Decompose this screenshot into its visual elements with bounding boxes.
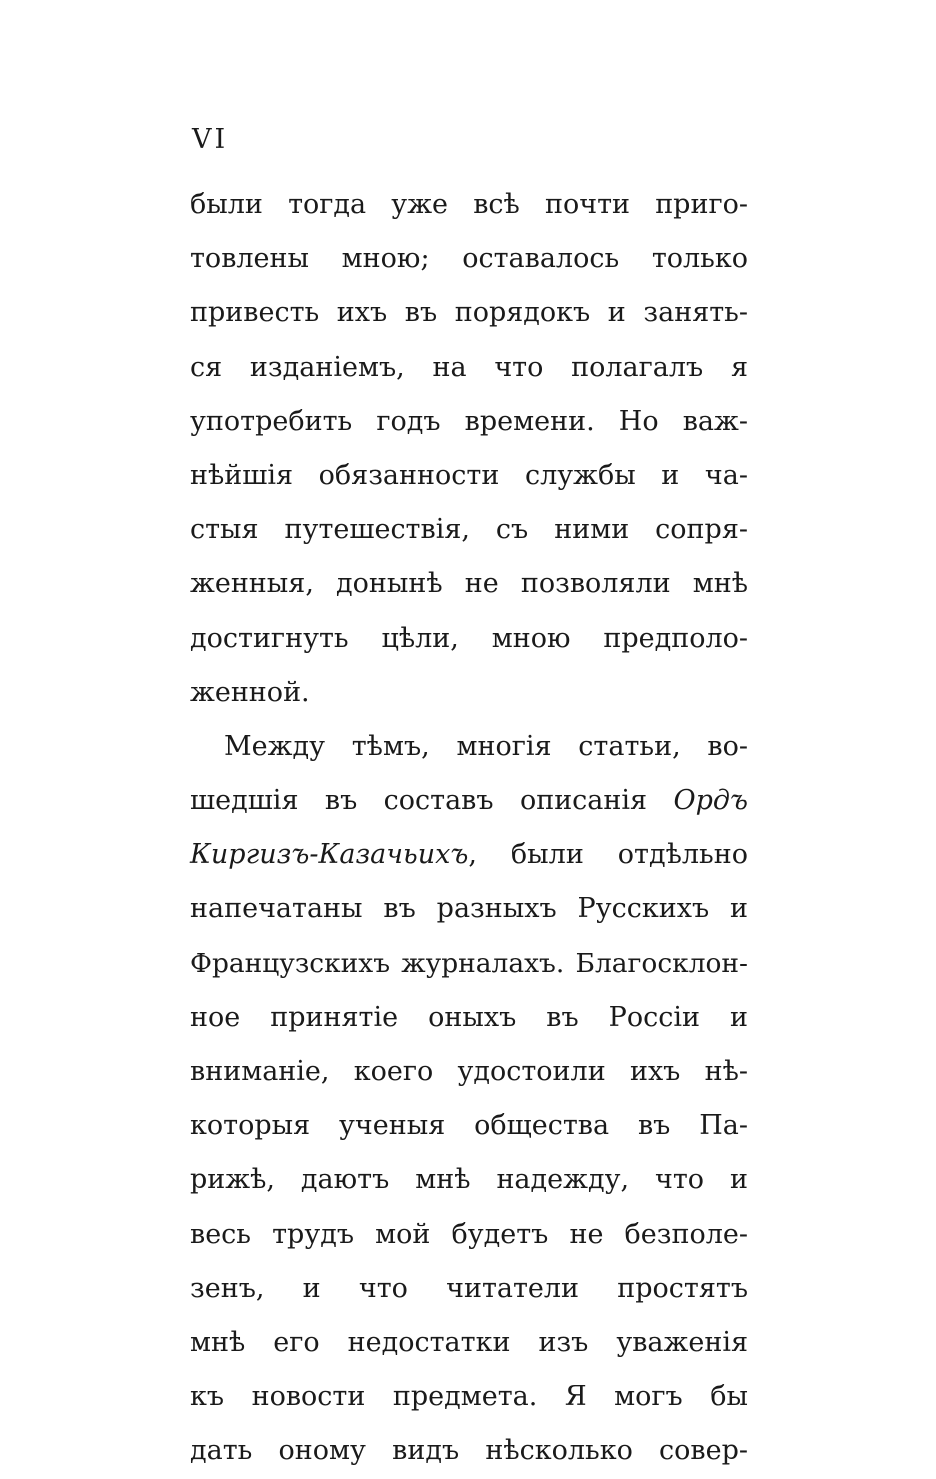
paragraph-2 [190,720,748,1479]
page-number: VI [192,124,229,155]
text-run: шедшія въ составъ описанія [190,785,674,817]
text-line: привесть ихъ въ порядокъ и занять- [190,297,748,329]
text-line: весь трудъ мой будетъ не безполе- [190,1218,748,1250]
text-line [190,774,748,828]
text-line: напечатаны въ разныхъ Русскихъ и [190,893,748,925]
text-line [190,828,748,882]
text-line: стыя путешествія, съ ними сопря- [190,514,748,546]
text-line: женной. [190,676,310,708]
italic-title-run: Киргизъ-Казачьихъ [190,839,469,871]
text-line: мнѣ его недостатки изъ уваженія [190,1326,748,1358]
text-line: употребить годъ времени. Но важ- [190,405,748,437]
text-line: женныя, донынѣ не позволяли мнѣ [190,568,748,600]
text-line: вниманіе, коего удостоили ихъ нѣ- [190,1056,748,1087]
text-line: нѣйшія обязанности службы и ча- [190,459,748,491]
text-line: къ новости предмета. Я могъ бы [190,1381,748,1413]
text-line: Между тѣмъ, многія статьи, во- [224,730,748,762]
text-line: рижѣ, даютъ мнѣ надежду, что и [190,1164,748,1196]
text-line: достигнуть цѣли, мною предполо- [190,622,748,654]
body-text [190,178,748,1479]
text-line: зенъ, и что читатели простятъ [190,1272,748,1304]
text-line: дать оному видъ нѣсколько совер- [190,1435,748,1467]
text-line: ся изданіемъ, на что полагалъ я [190,351,748,383]
text-line: товлены мною; оставалось только [190,243,748,275]
text-line: которыя ученыя общества въ Па- [190,1110,748,1142]
paragraph-1 [190,178,748,720]
text-line: Французскихъ журналахъ. Благосклон- [190,947,748,979]
text-line: были тогда уже всѣ почти приго- [190,189,748,220]
text-run: , были отдѣльно [468,839,748,871]
italic-title-run: Ордъ [673,785,748,817]
text-line: ное принятіе оныхъ въ Россіи и [190,1001,748,1033]
